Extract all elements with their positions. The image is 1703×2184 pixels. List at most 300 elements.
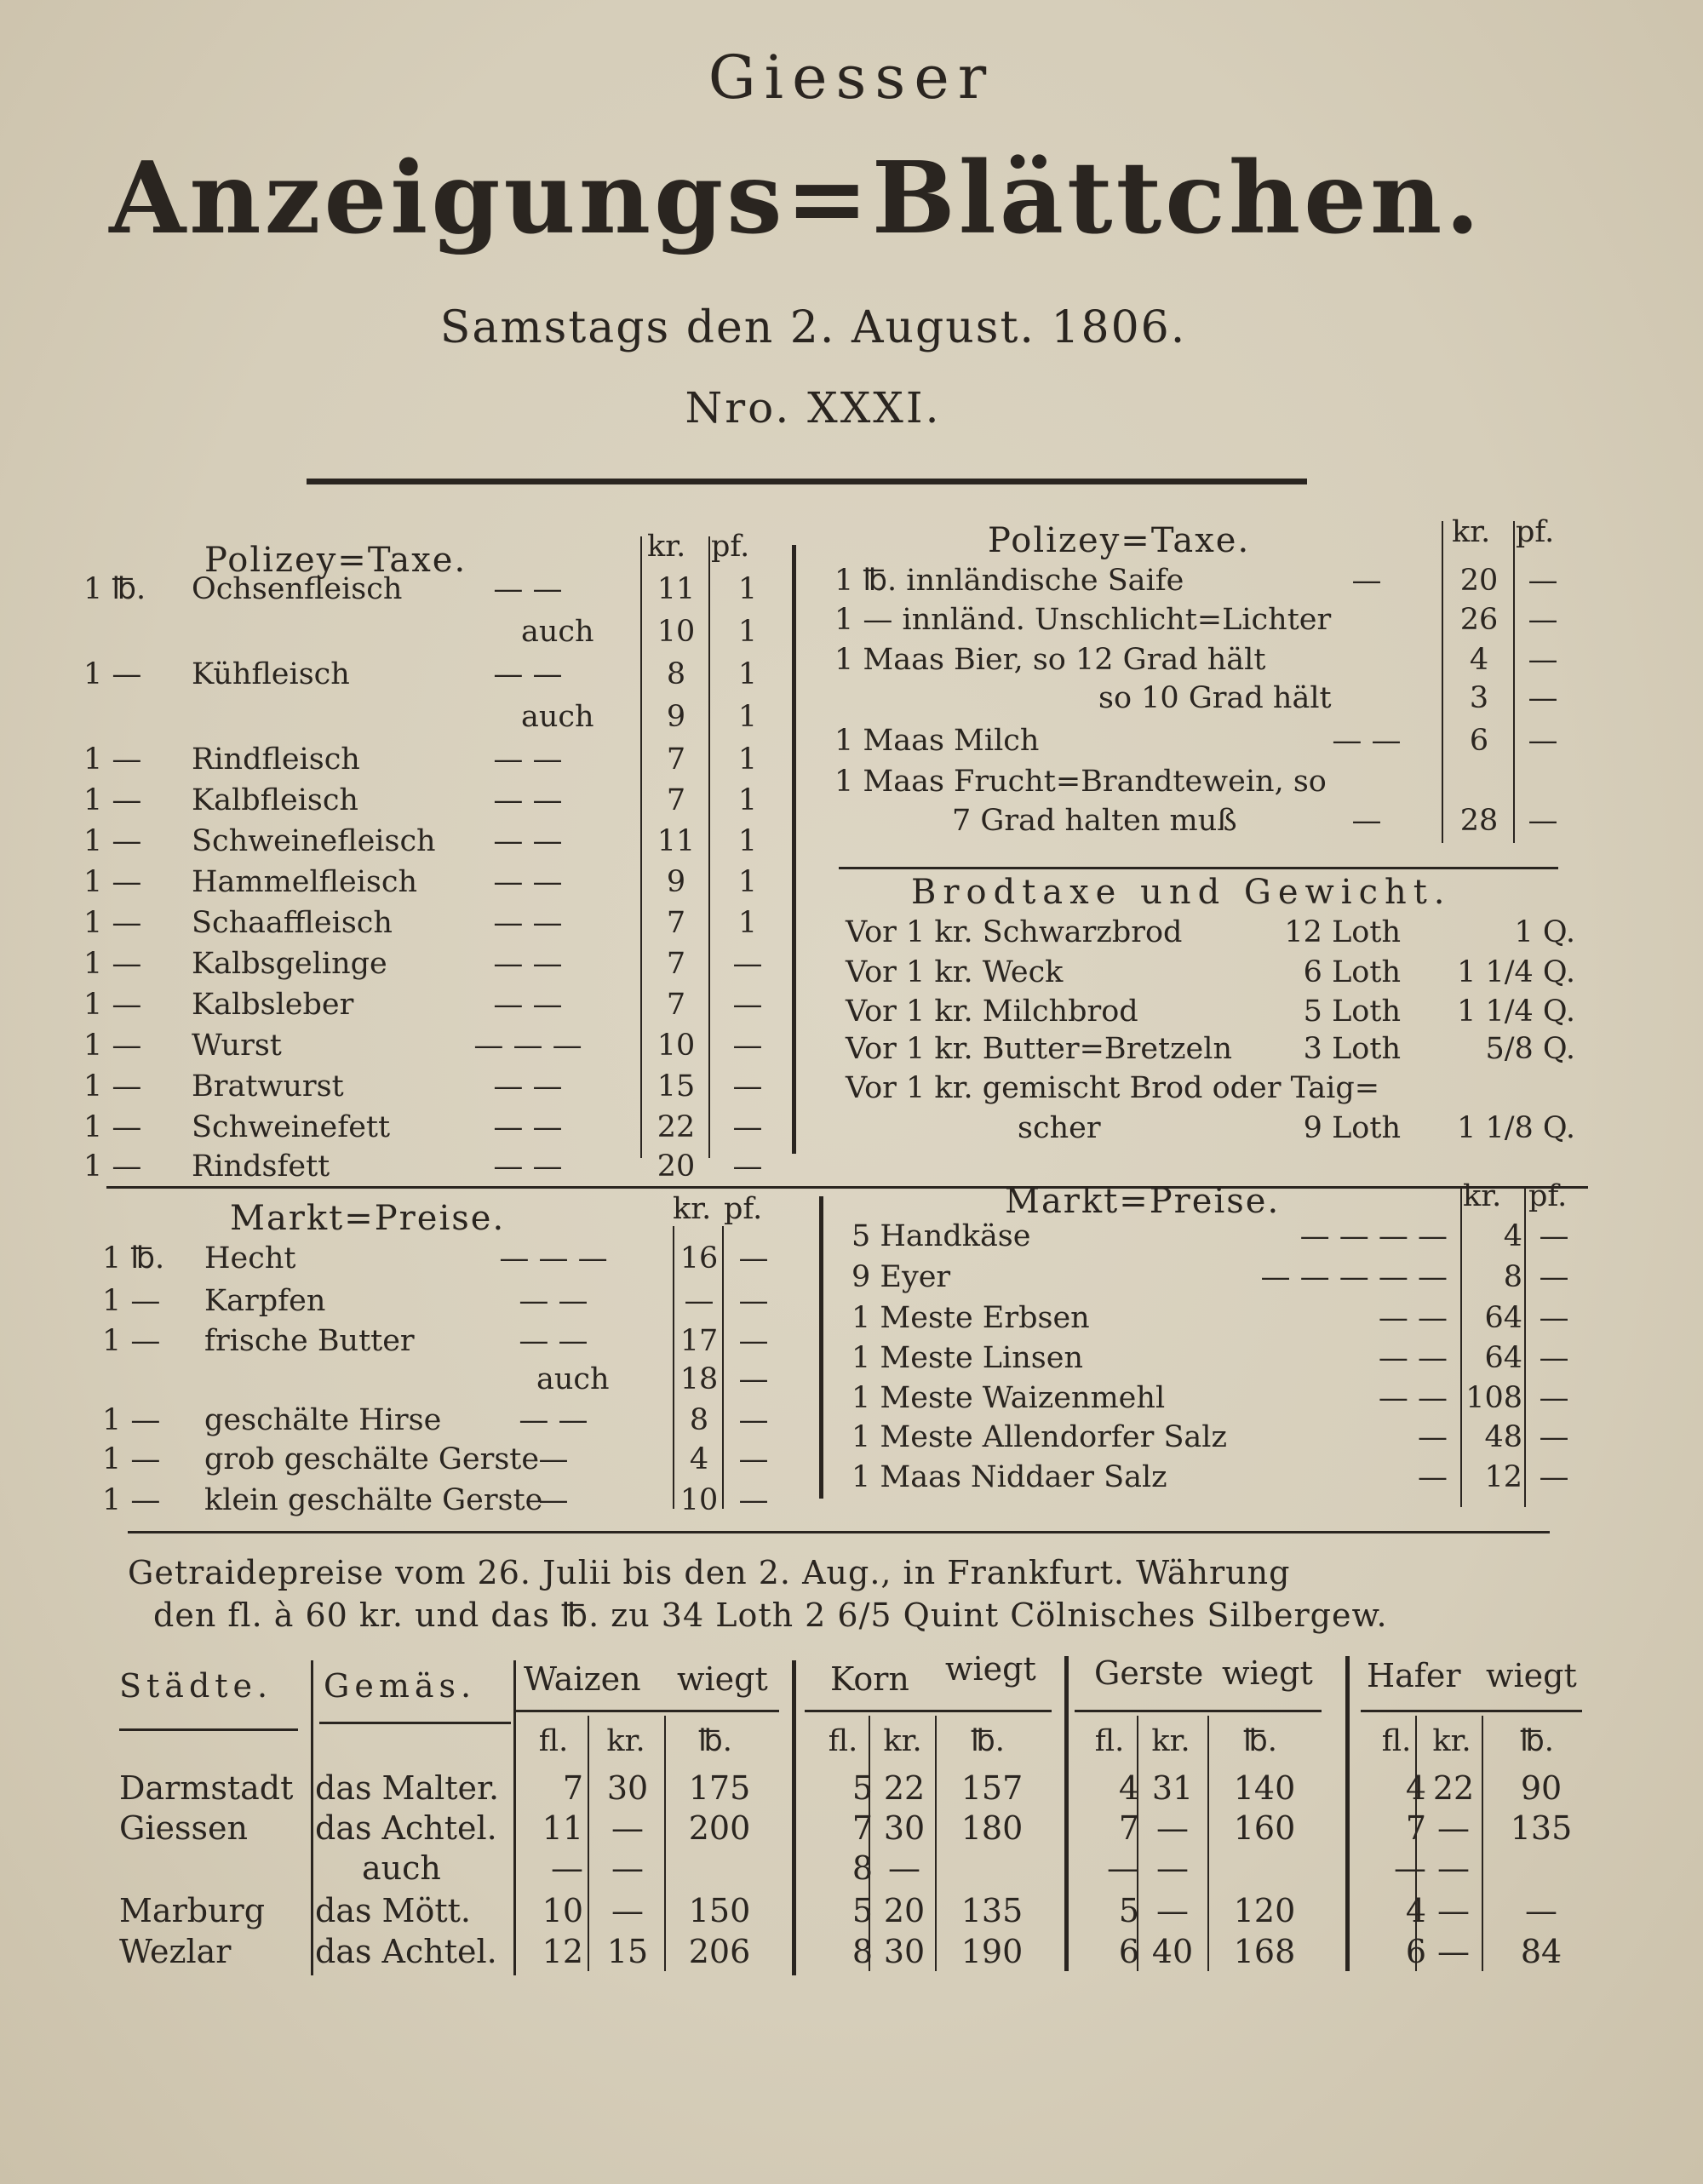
row-kr: 30 <box>606 1769 649 1807</box>
table-rule <box>1064 1656 1069 1971</box>
row-lb: 190 <box>960 1933 1024 1970</box>
row-kr: 7 <box>666 988 686 1022</box>
row-kr: 7 <box>666 783 686 817</box>
header-korn: Korn <box>830 1660 909 1698</box>
section-heading: Polizey=Taxe. <box>988 521 1251 560</box>
row-item: auch <box>536 1362 610 1396</box>
row-lb: 175 <box>688 1769 751 1807</box>
table-rule <box>515 1710 779 1712</box>
section-heading: Markt=Preise. <box>1005 1182 1281 1221</box>
section-rule <box>106 1186 1588 1189</box>
row-lb: 135 <box>960 1892 1024 1929</box>
row-text: 1 Meste Linsen <box>852 1341 1084 1375</box>
row-pf: — <box>1528 724 1558 758</box>
row-fl: 12 <box>542 1933 583 1970</box>
row-city: Marburg <box>119 1892 266 1929</box>
row-kr: 22 <box>883 1769 926 1807</box>
row-city: Giessen <box>119 1809 248 1847</box>
col-pf-header: pf. <box>711 530 750 564</box>
row-item: frische Butter <box>204 1324 415 1358</box>
table-rule <box>935 1716 937 1971</box>
row-dash: — <box>538 1483 569 1517</box>
row-kr: 108 <box>1465 1381 1522 1415</box>
row-text: 7 Grad halten muß <box>952 804 1237 838</box>
row-dash: — — — — <box>1299 1219 1448 1253</box>
row-pf: 1 <box>737 865 758 899</box>
row-measure: das Achtel. <box>315 1809 497 1847</box>
row-text: 1 Maas Frucht=Brandtewein, so <box>834 765 1327 799</box>
row-loth: 3 Loth <box>1303 1032 1401 1066</box>
row-fl: — <box>1394 1849 1426 1887</box>
row-text: 1 Meste Allendorfer Salz <box>852 1420 1227 1454</box>
row-kr: — <box>1437 1849 1470 1887</box>
row-item: Wurst <box>192 1029 282 1063</box>
row-loth: 9 Loth <box>1303 1111 1401 1145</box>
row-city: Darmstadt <box>119 1769 294 1807</box>
row-dash: — <box>1418 1420 1448 1454</box>
row-kr: — <box>888 1849 920 1887</box>
row-fl: 7 <box>852 1809 873 1847</box>
row-kr: 22 <box>657 1110 696 1144</box>
row-kr: 30 <box>883 1809 926 1847</box>
row-fl: 7 <box>562 1769 583 1807</box>
column-rule <box>640 536 642 1158</box>
row-text: 1 — innländ. Unschlicht=Lichter <box>834 603 1332 637</box>
row-measure: auch <box>362 1849 441 1887</box>
col-kr-header: kr. <box>673 1192 712 1226</box>
row-item: Schweinefett <box>192 1110 391 1144</box>
row-pf: — <box>1539 1420 1569 1454</box>
row-q: 1 1/4 Q. <box>1457 955 1575 989</box>
subheader-kr: kr. <box>1151 1724 1190 1758</box>
row-dash: — — <box>1378 1381 1448 1415</box>
row-pf: — <box>1539 1460 1569 1494</box>
header-gerste-wiegt: wiegt <box>1222 1654 1313 1692</box>
row-pf: — <box>1528 804 1558 838</box>
row-text: Vor 1 kr. gemischt Brod oder Taig= <box>846 1071 1380 1105</box>
row-pf: 1 <box>737 742 758 777</box>
row-text: scher <box>1018 1111 1101 1145</box>
row-qty: 1 — <box>83 657 142 691</box>
row-item: Kalbsleber <box>192 988 354 1022</box>
row-dash: — — <box>1332 724 1402 758</box>
col-kr-header: kr. <box>1463 1179 1502 1213</box>
row-dash: — — <box>519 1324 588 1358</box>
header-gemaes: Gemäs. <box>324 1667 477 1705</box>
row-qty: 1 — <box>102 1403 161 1437</box>
row-dash: — — <box>493 988 563 1022</box>
row-lb: 206 <box>688 1933 751 1970</box>
column-rule <box>708 536 710 1158</box>
col-kr-header: kr. <box>647 530 686 564</box>
table-rule <box>1075 1710 1322 1712</box>
row-fl: 6 <box>1118 1933 1139 1970</box>
row-pf: — <box>1539 1341 1569 1375</box>
row-loth: 12 Loth <box>1284 915 1401 949</box>
row-text: Vor 1 kr. Schwarzbrod <box>846 915 1183 949</box>
row-fl: 5 <box>1118 1892 1139 1929</box>
header-waizen: Waizen <box>524 1660 641 1698</box>
row-pf: — <box>732 1029 763 1063</box>
row-pf: 1 <box>737 824 758 858</box>
header-korn-wiegt: wiegt <box>945 1650 1036 1688</box>
row-text: 1 Meste Erbsen <box>852 1301 1090 1335</box>
row-kr: 18 <box>679 1362 719 1396</box>
column-rule <box>1460 1188 1462 1507</box>
row-lb: 140 <box>1233 1769 1296 1807</box>
table-rule <box>1207 1716 1209 1971</box>
section-heading: Brodtaxe und Gewicht. <box>911 873 1452 912</box>
row-text: 1 ℔. innländische Saife <box>834 564 1184 598</box>
row-fl: — <box>1107 1849 1139 1887</box>
row-fl: 6 <box>1405 1933 1426 1970</box>
row-kr: 15 <box>606 1933 649 1970</box>
masthead-title-small: Giesser <box>708 43 995 112</box>
row-item: Rindfleisch <box>192 742 360 777</box>
subheader-fl: fl. <box>538 1724 569 1758</box>
row-kr: 3 <box>1469 681 1489 715</box>
row-lb: 168 <box>1233 1933 1296 1970</box>
row-lb: 157 <box>960 1769 1024 1807</box>
row-kr: — <box>1437 1809 1470 1847</box>
row-qty: 1 — <box>83 824 142 858</box>
row-pf: — <box>1528 643 1558 677</box>
row-pf: — <box>732 1149 763 1184</box>
row-kr: 4 <box>1503 1219 1522 1253</box>
row-item: Rindsfett <box>192 1149 330 1184</box>
row-pf: — <box>738 1241 769 1275</box>
row-qty: 1 — <box>83 742 142 777</box>
row-fl: 5 <box>852 1892 873 1929</box>
row-pf: 1 <box>737 657 758 691</box>
row-item: Kalbfleisch <box>192 783 358 817</box>
row-qty: 1 — <box>83 1029 142 1063</box>
row-kr: 64 <box>1484 1341 1522 1375</box>
row-pf: — <box>732 1069 763 1103</box>
header-staedte: Städte. <box>119 1667 273 1705</box>
row-text: 1 Maas Bier, so 12 Grad hält <box>834 643 1266 677</box>
row-text: 1 Meste Waizenmehl <box>852 1381 1166 1415</box>
row-pf: — <box>1528 603 1558 637</box>
row-item: Hecht <box>204 1241 296 1275</box>
row-kr: — <box>611 1849 644 1887</box>
section-divider <box>819 1196 823 1499</box>
row-pf: — <box>732 947 763 981</box>
row-pf: — <box>1539 1301 1569 1335</box>
row-fl: 4 <box>1118 1769 1139 1807</box>
col-kr-header: kr. <box>1452 515 1491 549</box>
table-rule <box>1361 1710 1582 1712</box>
row-dash: — — — <box>499 1241 608 1275</box>
section-divider <box>792 545 796 1154</box>
row-kr: 26 <box>1459 603 1499 637</box>
row-qty: 1 — <box>83 988 142 1022</box>
row-qty: 1 — <box>83 906 142 940</box>
row-fl: 4 <box>1405 1892 1426 1929</box>
table-rule <box>664 1716 666 1971</box>
row-pf: — <box>1539 1219 1569 1253</box>
header-hafer: Hafer <box>1367 1657 1461 1694</box>
row-kr: 11 <box>657 824 696 858</box>
row-fl: 8 <box>852 1933 873 1970</box>
table-rule <box>119 1728 298 1731</box>
row-lb: 84 <box>1520 1933 1563 1970</box>
row-item: geschälte Hirse <box>204 1403 442 1437</box>
row-dash: — <box>1351 804 1382 838</box>
issue-date: Samstags den 2. August. 1806. <box>439 302 1187 353</box>
column-rule <box>722 1226 724 1509</box>
row-loth: 5 Loth <box>1303 995 1401 1029</box>
row-kr: 7 <box>666 947 686 981</box>
table-rule <box>311 1660 313 1975</box>
row-q: 1 Q. <box>1514 915 1575 949</box>
subheader-fl: fl. <box>1381 1724 1412 1758</box>
row-dash: — — <box>493 865 563 899</box>
row-kr: — <box>1437 1892 1470 1929</box>
masthead-title-large: Anzeigungs=Blättchen. <box>109 140 1483 256</box>
row-pf: 1 <box>737 572 758 606</box>
row-pf: — <box>738 1483 769 1517</box>
row-qty: 1 — <box>102 1284 161 1318</box>
table-rule <box>1345 1656 1350 1971</box>
getraide-intro-line1: Getraidepreise vom 26. Julii bis den 2. Aug., in Frankfurt. Währung <box>128 1554 1291 1591</box>
row-item: auch <box>521 700 594 734</box>
header-waizen-wiegt: wiegt <box>677 1660 768 1698</box>
row-qty: 1 — <box>102 1324 161 1358</box>
row-kr: 7 <box>666 906 686 940</box>
row-dash: — — <box>493 572 563 606</box>
row-fl: 5 <box>852 1769 873 1807</box>
row-pf: — <box>1539 1381 1569 1415</box>
row-dash: — — — <box>473 1029 582 1063</box>
row-kr: 17 <box>679 1324 719 1358</box>
section-rule <box>839 867 1558 869</box>
subheader-kr: kr. <box>883 1724 922 1758</box>
subheader-fl: fl. <box>828 1724 858 1758</box>
row-lb: 120 <box>1233 1892 1296 1929</box>
row-text: 1 Maas Milch <box>834 724 1040 758</box>
row-dash: — — <box>519 1403 588 1437</box>
row-kr: 10 <box>657 615 696 649</box>
row-fl: 7 <box>1118 1809 1139 1847</box>
header-gerste: Gerste <box>1094 1654 1204 1692</box>
row-fl: — <box>551 1849 583 1887</box>
row-pf: — <box>738 1324 769 1358</box>
subheader-lb: ℔. <box>698 1724 732 1758</box>
row-city: Wezlar <box>119 1933 232 1970</box>
row-item: Schaaffleisch <box>192 906 393 940</box>
row-kr: — <box>1156 1849 1189 1887</box>
row-kr: 9 <box>666 700 686 734</box>
row-dash: — — <box>519 1284 588 1318</box>
row-pf: — <box>738 1442 769 1476</box>
row-item: klein geschälte Gerste <box>204 1483 543 1517</box>
row-kr: 12 <box>1484 1460 1522 1494</box>
row-pf: — <box>732 1110 763 1144</box>
row-dash: — <box>538 1442 569 1476</box>
row-measure: das Mött. <box>315 1892 471 1929</box>
row-kr: 11 <box>657 572 696 606</box>
getraide-intro-line2: den fl. à 60 kr. und das ℔. zu 34 Loth 2 6/5 Quint Cölnisches Silbergew. <box>153 1596 1388 1634</box>
row-qty: 1 — <box>83 865 142 899</box>
row-kr: 40 <box>1151 1933 1194 1970</box>
row-kr: 6 <box>1469 724 1489 758</box>
row-text: 9 Eyer <box>852 1260 951 1294</box>
subheader-lb: ℔. <box>971 1724 1005 1758</box>
col-pf-header: pf. <box>1516 515 1555 549</box>
section-heading: Markt=Preise. <box>230 1199 506 1238</box>
row-fl: 4 <box>1405 1769 1426 1807</box>
row-pf: — <box>738 1284 769 1318</box>
row-dash: — — <box>493 783 563 817</box>
row-text: so 10 Grad hält <box>1098 681 1332 715</box>
row-lb: 160 <box>1233 1809 1296 1847</box>
row-item: Kalbsgelinge <box>192 947 387 981</box>
row-qty: 1 — <box>83 1110 142 1144</box>
subheader-fl: fl. <box>1094 1724 1125 1758</box>
row-lb: 90 <box>1520 1769 1563 1807</box>
row-kr: 20 <box>657 1149 696 1184</box>
row-dash: — — <box>493 1149 563 1184</box>
row-qty: 1 ℔. <box>102 1241 165 1275</box>
row-qty: 1 — <box>83 1069 142 1103</box>
row-item: Schweinefleisch <box>192 824 436 858</box>
column-rule <box>1513 521 1515 843</box>
row-kr: 31 <box>1151 1769 1194 1807</box>
row-dash: — — <box>493 742 563 777</box>
row-kr: 15 <box>657 1069 696 1103</box>
row-fl: 8 <box>852 1849 873 1887</box>
subheader-lb: ℔. <box>1520 1724 1554 1758</box>
issue-number: Nro. XXXI. <box>685 383 942 433</box>
row-pf: — <box>1539 1260 1569 1294</box>
row-dash: — <box>1418 1460 1448 1494</box>
table-rule <box>805 1710 1052 1712</box>
row-lb: — <box>1525 1892 1557 1929</box>
col-pf-header: pf. <box>1528 1179 1568 1213</box>
row-q: 5/8 Q. <box>1485 1032 1575 1066</box>
row-fl: 11 <box>542 1809 583 1847</box>
row-text: Vor 1 kr. Milchbrod <box>846 995 1138 1029</box>
row-pf: — <box>1528 681 1558 715</box>
row-pf: 1 <box>737 700 758 734</box>
row-text: 1 Maas Niddaer Salz <box>852 1460 1167 1494</box>
subheader-kr: kr. <box>606 1724 645 1758</box>
row-pf: 1 <box>737 615 758 649</box>
subheader-lb: ℔. <box>1243 1724 1277 1758</box>
row-pf: — <box>732 988 763 1022</box>
table-rule <box>792 1660 796 1975</box>
row-item: Kühfleisch <box>192 657 350 691</box>
row-qty: 1 — <box>102 1442 161 1476</box>
row-pf: 1 <box>737 783 758 817</box>
row-pf: — <box>738 1403 769 1437</box>
row-kr: 8 <box>666 657 686 691</box>
table-rule <box>588 1716 589 1971</box>
table-rule <box>513 1660 516 1975</box>
row-lb: 135 <box>1510 1809 1573 1847</box>
row-measure: das Malter. <box>315 1769 500 1807</box>
col-pf-header: pf. <box>724 1192 763 1226</box>
row-kr: 48 <box>1484 1420 1522 1454</box>
row-kr: 28 <box>1459 804 1499 838</box>
row-text: Vor 1 kr. Butter=Bretzeln <box>846 1032 1233 1066</box>
row-kr: 4 <box>689 1442 709 1476</box>
row-kr: 10 <box>679 1483 719 1517</box>
row-qty: 1 — <box>83 947 142 981</box>
row-loth: 6 Loth <box>1303 955 1401 989</box>
row-qty: 1 — <box>83 1149 142 1184</box>
row-kr: 16 <box>679 1241 719 1275</box>
section-rule <box>128 1531 1550 1533</box>
row-kr: 20 <box>883 1892 926 1929</box>
row-dash: — — <box>493 947 563 981</box>
row-kr: — <box>1437 1933 1470 1970</box>
row-q: 1 1/8 Q. <box>1457 1111 1575 1145</box>
row-dash: — — <box>493 824 563 858</box>
row-item: Karpfen <box>204 1284 326 1318</box>
row-dash: — <box>1351 564 1382 598</box>
row-dash: — — <box>493 1110 563 1144</box>
subheader-kr: kr. <box>1432 1724 1471 1758</box>
row-fl: 10 <box>542 1892 583 1929</box>
row-fl: 7 <box>1405 1809 1426 1847</box>
row-kr: 8 <box>689 1403 709 1437</box>
row-kr: 64 <box>1484 1301 1522 1335</box>
row-dash: — — <box>493 906 563 940</box>
row-qty: 1 — <box>83 783 142 817</box>
table-rule <box>319 1722 511 1724</box>
row-dash: — — <box>493 657 563 691</box>
row-pf: — <box>738 1362 769 1396</box>
column-rule <box>673 1226 674 1509</box>
row-text: Vor 1 kr. Weck <box>846 955 1064 989</box>
row-pf: 1 <box>737 906 758 940</box>
row-qty: 1 ℔. <box>83 572 146 606</box>
row-lb: 200 <box>688 1809 751 1847</box>
row-lb: 180 <box>960 1809 1024 1847</box>
row-pf: — <box>1528 564 1558 598</box>
row-kr: 8 <box>1503 1260 1522 1294</box>
row-kr: 30 <box>883 1933 926 1970</box>
row-dash: — — <box>1378 1341 1448 1375</box>
column-rule <box>1524 1188 1526 1507</box>
row-dash: — — <box>493 1069 563 1103</box>
row-item: auch <box>521 615 594 649</box>
row-q: 1 1/4 Q. <box>1457 995 1575 1029</box>
row-item: grob geschälte Gerste <box>204 1442 540 1476</box>
row-kr: — <box>611 1809 644 1847</box>
row-kr: — <box>684 1284 714 1318</box>
row-kr: 10 <box>657 1029 696 1063</box>
row-dash: — — <box>1378 1301 1448 1335</box>
row-qty: 1 — <box>102 1483 161 1517</box>
row-item: Hammelfleisch <box>192 865 418 899</box>
row-text: 5 Handkäse <box>852 1219 1031 1253</box>
header-hafer-wiegt: wiegt <box>1486 1657 1577 1694</box>
column-rule <box>1442 521 1443 843</box>
row-dash: — — — — — <box>1260 1260 1448 1294</box>
row-kr: 7 <box>666 742 686 777</box>
row-kr: — <box>1156 1892 1189 1929</box>
row-kr: — <box>1156 1809 1189 1847</box>
row-kr: 20 <box>1459 564 1499 598</box>
row-kr: 9 <box>666 865 686 899</box>
row-lb: 150 <box>688 1892 751 1929</box>
row-kr: 4 <box>1469 643 1489 677</box>
section-heading: Polizey=Taxe. <box>204 541 467 580</box>
row-kr: — <box>611 1892 644 1929</box>
